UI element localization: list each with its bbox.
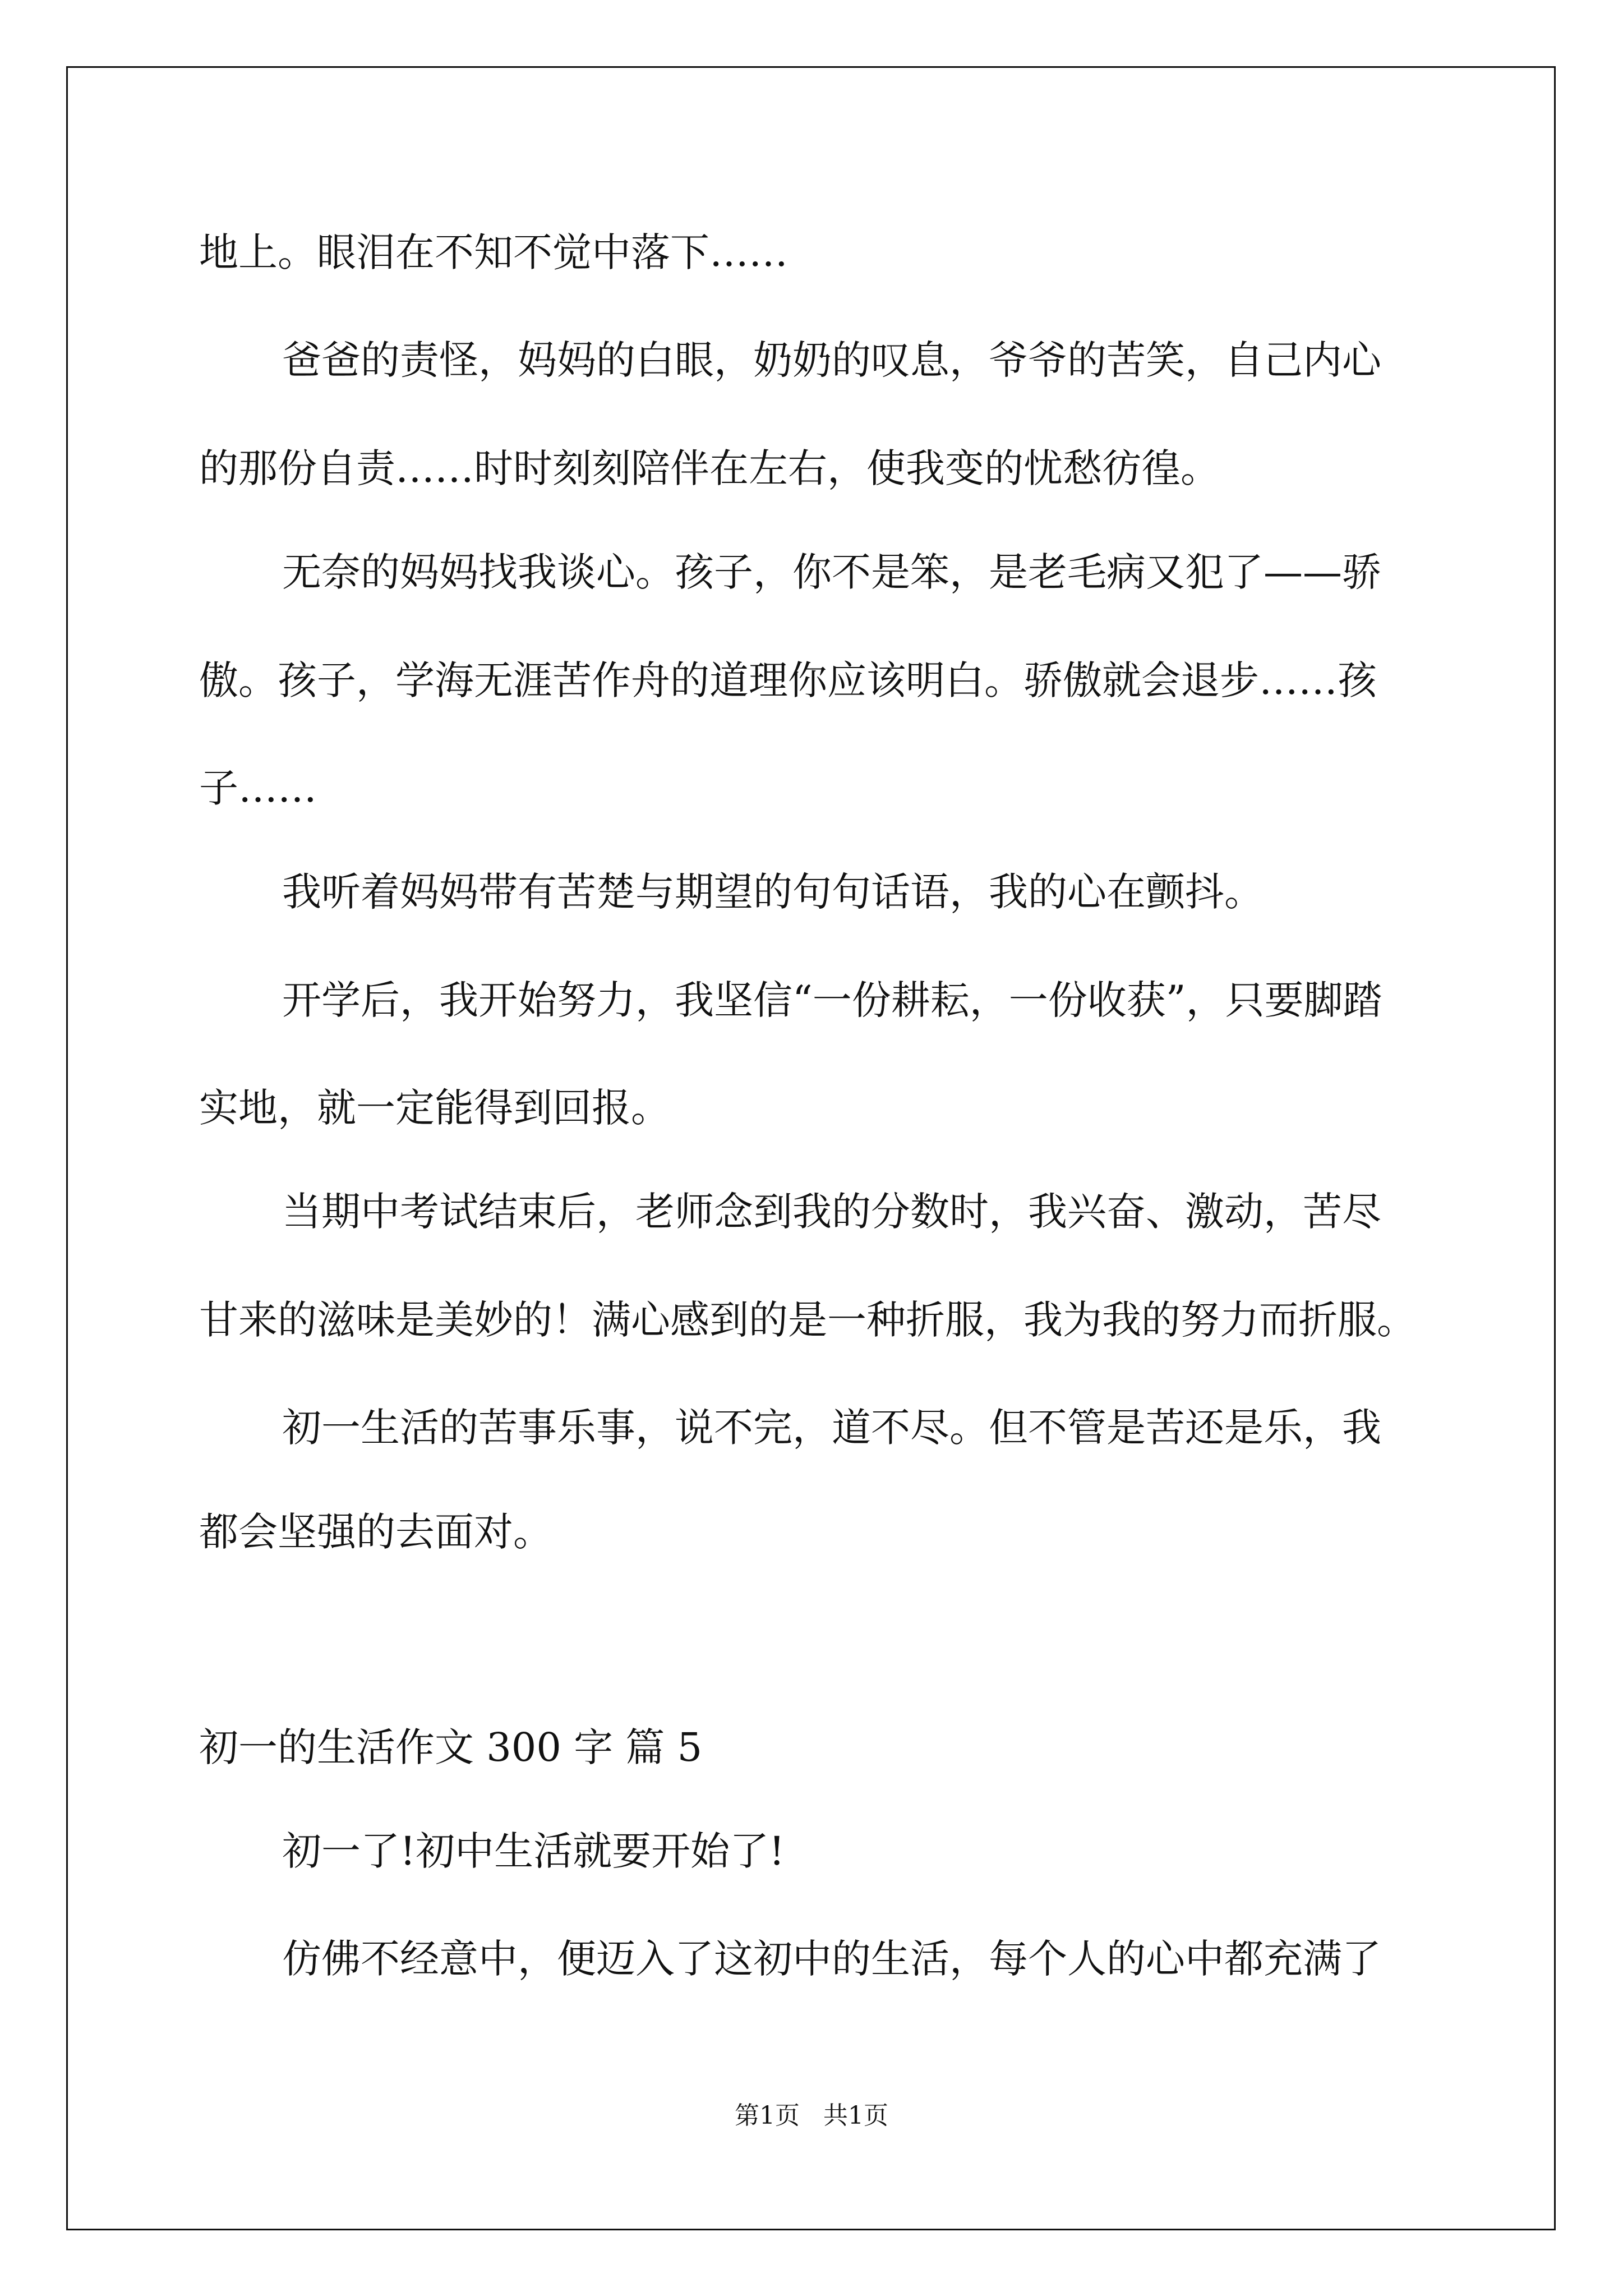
body-line: 子…… xyxy=(199,765,317,811)
body-line: 无奈的妈妈找我谈心。孩子，你不是笨，是老毛病又犯了——骄 xyxy=(282,549,1381,595)
body-line: 傲。孩子，学海无涯苦作舟的道理你应该明白。骄傲就会退步……孩 xyxy=(199,657,1377,703)
section-heading: 初一的生活作文 300 字 篇 5 xyxy=(199,1724,703,1770)
page-border xyxy=(66,66,1556,2230)
body-line: 甘来的滋味是美妙的！满心感到的是一种折服，我为我的努力而折服。 xyxy=(199,1297,1416,1343)
page-footer: 第1页 共1页 xyxy=(735,2101,888,2130)
body-line: 都会坚强的去面对。 xyxy=(199,1509,552,1555)
body-line: 实地，就一定能得到回报。 xyxy=(199,1085,670,1131)
body-line: 我听着妈妈带有苦楚与期望的句句话语，我的心在颤抖。 xyxy=(282,869,1264,915)
body-line: 开学后，我开始努力，我坚信“一份耕耘，一份收获”，只要脚踏 xyxy=(282,977,1382,1023)
body-line: 初一了!初中生活就要开始了! xyxy=(282,1828,785,1874)
body-line: 的那份自责……时时刻刻陪伴在左右，使我变的忧愁彷徨。 xyxy=(199,445,1220,491)
body-line: 初一生活的苦事乐事，说不完，道不尽。但不管是苦还是乐，我 xyxy=(282,1405,1381,1451)
body-line: 仿佛不经意中，便迈入了这初中的生活，每个人的心中都充满了 xyxy=(282,1936,1381,1982)
body-line: 地上。眼泪在不知不觉中落下…… xyxy=(199,229,788,275)
body-line: 爸爸的责怪，妈妈的白眼，奶奶的叹息，爷爷的苦笑，自己内心 xyxy=(282,337,1381,383)
body-line: 当期中考试结束后，老师念到我的分数时，我兴奋、激动，苦尽 xyxy=(282,1189,1381,1235)
